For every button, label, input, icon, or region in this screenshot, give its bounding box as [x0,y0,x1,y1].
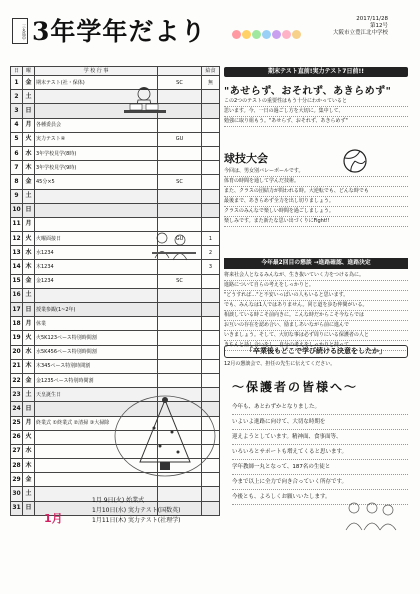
day-cell: 17 [11,303,23,317]
day-cell: 3 [11,104,23,118]
weekday-cell: 水 [23,246,35,260]
event-cell [35,288,158,302]
club-cell: SC [158,175,202,189]
lunch-cell: 3 [202,260,220,274]
event-cell: 実力テスト④ [35,132,158,146]
club-cell [158,317,202,331]
day-cell: 2 [11,90,23,104]
guardian-line: 迎えようとしています。精神面、食事面等、 [232,430,408,445]
club-cell [158,331,202,345]
decorative-dots [232,24,322,38]
weekday-cell: 金 [23,473,35,487]
weekday-cell: 火 [23,430,35,444]
day-cell: 27 [11,444,23,458]
lunch-cell [202,359,220,373]
meeting-line: "どうすれば…"と不安いっぱいの人もいると思います。 [224,291,408,301]
event-cell: 金1234 [35,274,158,288]
meeting-line: いきましょう。そして、大切な事は必ず周りにいる保護者の人と [224,331,408,341]
weekday-cell: 日 [23,501,35,515]
lunch-cell [202,161,220,175]
day-cell: 10 [11,203,23,217]
january-item: 1月11日(木) 実力テスト(社理学) [92,517,181,524]
weekday-cell: 月 [23,217,35,231]
day-cell: 30 [11,487,23,501]
day-cell: 5 [11,132,23,146]
weekday-cell: 月 [23,317,35,331]
calendar-row [11,274,220,288]
weekday-cell: 日 [23,104,35,118]
day-cell: 7 [11,161,23,175]
header-event: 学 校 行 事 [35,67,158,76]
decorative-dot [272,30,281,39]
meeting-line: 将来社会人となるみんなが、生き抜いていく力をつける為に。 [224,271,408,281]
meeting-line: 相談している時こそ前向きに。こんな時だからこそ今ならでは [224,311,408,321]
weekday-cell: 金 [23,373,35,387]
weekday-cell: 日 [23,402,35,416]
day-cell: 20 [11,345,23,359]
issue-number: 第12号 [370,23,388,29]
club-cell [158,203,202,217]
day-cell: 14 [11,260,23,274]
sports-line: 最後まで、あきらめず全力を出し切りましょう。 [224,197,408,207]
meeting-text [224,271,408,351]
club-cell [158,345,202,359]
decorative-dot [242,30,251,39]
lead-line: この2つのテストの重要性はもう十分にわかっていると [224,97,408,107]
event-cell: 各種委員会 [35,118,158,132]
calendar-header [11,67,220,76]
meeting-line: お互いの存在を認め合い、励ましあいながら前に進んで [224,321,408,331]
club-cell: GU [158,232,202,246]
january-mark: 1月 [44,512,63,525]
calendar-row [11,345,220,359]
issue-date: 2017/11/28 [356,16,388,22]
sports-line: 今回は、男女別バレーボールです。 [224,167,408,177]
lunch-cell [202,203,220,217]
calendar-row [11,175,220,189]
lead-text [224,97,408,127]
event-cell [35,217,158,231]
day-cell: 26 [11,430,23,444]
weekday-cell: 金 [23,76,35,90]
day-cell: 15 [11,274,23,288]
lunch-cell [202,487,220,501]
calendar-row [11,288,220,302]
club-cell: SC [158,274,202,288]
weekday-cell: 木 [23,260,35,274]
header-blank [158,67,202,76]
header-weekday: 曜 [23,67,35,76]
weekday-cell: 月 [23,416,35,430]
calendar-row [11,317,220,331]
students-sketch [340,498,400,532]
callout-note: 12月の懇談会で、担任の先生に伝えてください。 [224,361,336,367]
lunch-cell [202,104,220,118]
meeting-line: 進路について自らの考えをしっかりと。 [224,281,408,291]
day-cell: 24 [11,402,23,416]
lunch-cell [202,288,220,302]
header-day: 日 [11,67,23,76]
student-study-illustration [120,84,170,126]
event-cell: 水5K456ペース特別時間割 [35,345,158,359]
weekday-cell: 木 [23,459,35,473]
weekday-cell: 木 [23,359,35,373]
guardians-text [232,400,408,505]
guardians-title: ～保護者の皆様へ～ [232,380,359,394]
day-cell: 21 [11,359,23,373]
day-cell: 6 [11,146,23,160]
day-cell: 19 [11,331,23,345]
january-item: 1月 9日(火) 始業式 [92,497,145,504]
weekday-cell: 火 [23,232,35,246]
event-cell: 休業 [35,317,158,331]
weekday-cell: 土 [23,388,35,402]
day-cell: 31 [11,501,23,515]
event-cell: 授業参観(1~2年) [35,303,158,317]
calendar-row [11,132,220,146]
lunch-cell [202,501,220,515]
guardian-line: 今後とも、よろしくお願いいたします。 [232,490,408,505]
event-cell: 木345ペース特別時間割 [35,359,158,373]
day-cell: 23 [11,388,23,402]
weekday-cell: 火 [23,331,35,345]
event-cell: 金1235ペース特別時間割 [35,373,158,387]
january-schedule [92,496,180,526]
calendar-row [11,303,220,317]
lunch-cell [202,175,220,189]
lunch-cell [202,373,220,387]
lunch-cell [202,274,220,288]
lunch-cell [202,132,220,146]
weekday-cell: 土 [23,487,35,501]
slogan: "あせらず、おそれず、あきらめず" [224,86,392,97]
decorative-dot [282,30,291,39]
weekday-cell: 日 [23,303,35,317]
guardian-line: いろいろとサポートも増えてくると思います。 [232,445,408,460]
calendar-row [11,104,220,118]
weekday-cell: 土 [23,90,35,104]
weekday-cell: 水 [23,444,35,458]
school-name: 大阪市立豊江北中学校 [332,30,388,36]
sports-line: 楽しみです。また新たな思い出づくりにFight!! [224,217,408,227]
club-cell: SC [158,76,202,90]
club-cell [158,373,202,387]
day-cell: 4 [11,118,23,132]
club-cell [158,161,202,175]
event-cell: 火曜面接日 [35,232,158,246]
calendar-row [11,161,220,175]
lunch-cell [202,90,220,104]
event-cell: 水1234 [35,246,158,260]
event-cell: 3年学校見学(8時) [35,146,158,160]
header-lunch: 給食 [202,67,220,76]
lunch-cell [202,189,220,203]
event-cell: 45分×5 [35,175,158,189]
decorative-dot [252,30,261,39]
club-cell [158,288,202,302]
event-cell [35,189,158,203]
day-cell: 8 [11,175,23,189]
weekday-cell: 金 [23,274,35,288]
event-cell: 3年学校見学(9時) [35,161,158,175]
club-cell [158,189,202,203]
club-cell [158,146,202,160]
calendar-row [11,76,220,90]
day-cell: 1 [11,76,23,90]
lunch-cell: 2 [202,246,220,260]
lunch-cell [202,317,220,331]
calendar-row [11,203,220,217]
decorative-dot [292,30,301,39]
day-cell: 11 [11,217,23,231]
weekday-cell: 日 [23,203,35,217]
lead-line: 勉強に取り組もう。"あせらず、おそれず、あきらめず" [224,117,408,127]
guardian-line: いよいよ進路に向けて、大切な時期を [232,415,408,430]
day-cell: 12 [11,232,23,246]
day-cell: 25 [11,416,23,430]
guardian-line: 今年も、あとわずかとなりました。 [232,400,408,415]
decorative-dot [232,30,241,39]
event-cell: 終業式 ①終業式 ②清掃 ③大掃除 [35,416,158,430]
january-item: 1月10日(水) 実力テスト(国数英) [92,507,181,514]
day-cell: 16 [11,288,23,302]
weekday-cell: 水 [23,345,35,359]
meeting-line: きちんと話し合いをし、自分の考えをしっかりと持って [224,341,408,351]
day-cell: 9 [11,189,23,203]
weekday-cell: 水 [23,146,35,160]
sports-title: 球技大会 [224,152,268,165]
meeting-title: 今年最2回目の懇談 →進路確認、進路決定 [224,258,408,269]
students-illustration [150,230,200,264]
lunch-cell: 無 [202,76,220,90]
lunch-cell [202,345,220,359]
calendar-row [11,359,220,373]
calendar-row [11,373,220,387]
sports-line: クラスのみんなで楽しい時間を過ごしましょう。 [224,207,408,217]
page-title: 3年学年だより [32,17,207,46]
weekday-cell: 火 [23,132,35,146]
day-cell: 18 [11,317,23,331]
issue-info [333,16,388,37]
club-cell: GU [158,132,202,146]
calendar-row [11,331,220,345]
event-cell: 木1234 [35,260,158,274]
sports-line: また、クラスの団結力が問われる時。大逆転でも、どんな時でも [224,187,408,197]
calendar-row [11,118,220,132]
event-cell: 火5K123ペース特別時間割 [35,331,158,345]
event-cell [35,203,158,217]
lunch-cell [202,331,220,345]
class-badge: 三丸島中 [12,18,28,44]
lunch-cell [202,303,220,317]
lunch-cell [202,217,220,231]
guardian-line: 学年教師一丸となって、187名の生徒と [232,460,408,475]
day-cell: 22 [11,373,23,387]
day-cell: 29 [11,473,23,487]
decorative-dot [262,30,271,39]
sports-line: 体育の時間を通して学んだ技術。 [224,177,408,187]
lunch-cell: 1 [202,232,220,246]
weekday-cell: 木 [23,161,35,175]
weekday-cell: 土 [23,288,35,302]
christmas-tree-illustration [110,390,220,480]
lunch-cell [202,118,220,132]
weekday-cell: 土 [23,189,35,203]
weekday-cell: 月 [23,118,35,132]
sports-text [224,167,408,227]
weekday-cell: 金 [23,175,35,189]
day-cell: 28 [11,459,23,473]
event-cell: 天皇誕生日 [35,388,158,402]
meeting-line: でも、みんなは1人ではありません。同じ道を歩む仲間がいる。 [224,301,408,311]
lead-line: 思います。今、一日の過ごし方を大切に。集中して、 [224,107,408,117]
club-cell [158,303,202,317]
event-cell: 期末テスト(社・保体) [35,76,158,90]
calendar-row [11,146,220,160]
guardian-line: 今まで以上に全力で向き合っていく所存です。 [232,475,408,490]
day-cell: 13 [11,246,23,260]
test-banner: 期末テスト直前!実力テスト7日前!! [224,67,408,77]
calendar-row [11,90,220,104]
callout-box: 「卒業後もどこで学び続ける決意をしたか」 [224,345,408,358]
calendar-row [11,189,220,203]
club-cell [158,359,202,373]
lunch-cell [202,146,220,160]
